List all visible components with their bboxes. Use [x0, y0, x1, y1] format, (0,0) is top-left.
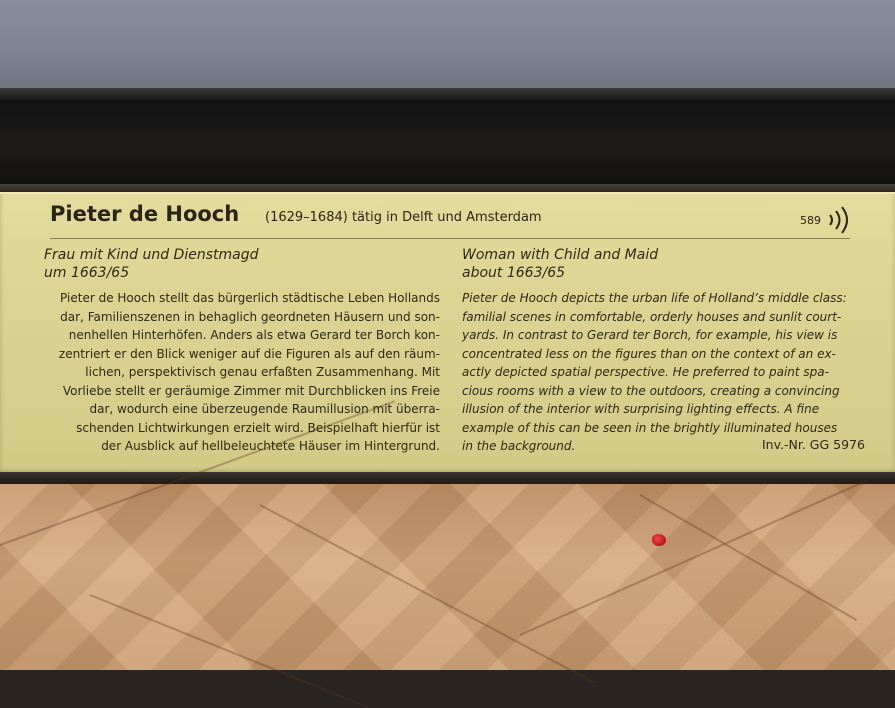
english-line: cious rooms with a view to the outdoors, creating a convincing [462, 383, 840, 398]
german-column [38, 246, 440, 456]
german-line: schenden Lichtwirkungen erzielt wird. Beispielhaft hierfür ist [76, 420, 440, 435]
label-holder-top [0, 184, 895, 192]
german-line: nenhellen Hinterhöfen. Anders als etwa Gerard ter Borch kon- [68, 328, 440, 342]
english-line: actly depicted spatial perspective. He preferred to paint spa- [462, 365, 829, 379]
english-line: yards. In contrast to Gerard ter Borch, for example, his view is [462, 328, 838, 342]
english-line: in the background. [462, 439, 576, 453]
german-line: dar, Familienszenen in behaglich geordneten Häusern und son- [60, 309, 440, 324]
english-description [462, 289, 882, 456]
english-line: example of this can be seen in the brightly illuminated houses [462, 420, 838, 435]
floor-seam [640, 494, 858, 621]
floor-seam [260, 504, 596, 684]
german-line: lichen, perspektivisch genau erfaßten Zusammenhang. Mit [85, 365, 440, 379]
gallery-wall [0, 0, 895, 92]
inventory-number: Inv.-Nr. GG 5976 [762, 437, 865, 452]
english-title: Woman with Child and Maid [462, 247, 659, 263]
german-line: Pieter de Hooch stellt das bürgerlich städtische Leben Hollands [60, 291, 440, 305]
artist-dates: (1629–1684) tätig in Delft und Amsterdam [265, 210, 542, 225]
english-line: Pieter de Hooch depicts the urban life of Holland’s middle class: [462, 291, 847, 305]
parquet-floor [0, 484, 895, 670]
red-floor-marker [652, 534, 666, 546]
floor-seam [520, 480, 868, 636]
header-divider [50, 238, 850, 239]
english-column [462, 246, 882, 456]
german-date: um 1663/65 [44, 265, 130, 281]
german-line: Vorliebe stellt er geräumige Zimmer mit Durchblicken ins Freie [62, 383, 440, 398]
audio-waves-icon [826, 206, 852, 234]
german-title: Frau mit Kind und Dienstmagd [44, 247, 259, 263]
german-line: zentriert er den Blick weniger auf die Figuren als auf den räum- [58, 346, 440, 361]
english-line: concentrated less on the figures than on the context of an ex- [462, 346, 836, 361]
shadow-band [0, 100, 895, 188]
label-holder-bottom [0, 472, 895, 484]
painting-frame-edge [0, 88, 895, 100]
audio-guide-number: 589 [800, 214, 821, 227]
german-description [38, 289, 440, 456]
english-line: illusion of the interior with surprising lighting effects. A fine [462, 402, 820, 416]
english-line: familial scenes in comfortable, orderly houses and sunlit court- [462, 309, 842, 324]
artist-name: Pieter de Hooch [50, 202, 240, 226]
floor-seam [90, 594, 369, 708]
german-line: der Ausblick auf hellbeleuchtete Häuser im Hintergrund. [101, 439, 440, 453]
german-line: dar, wodurch eine überzeugende Raumillusion mit überra- [89, 402, 440, 416]
english-date: about 1663/65 [462, 265, 566, 281]
